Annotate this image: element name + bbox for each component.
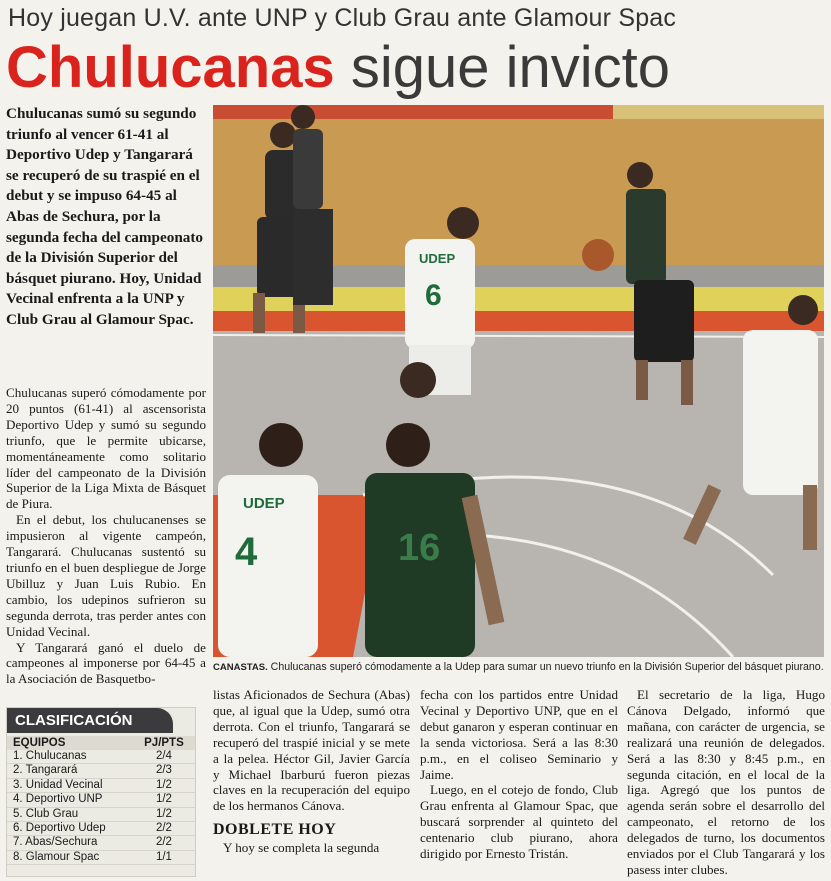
body-paragraph: El secretario de la liga, Hugo Cánova Delgado, informó que mañana, con carácter de urgencia, se realizará una reunión de delegados. Será a las 8:30 y 8:45 p.m., en segunda citación, en el local de la liga. Agregó que los puntos de agenda serán sobre el desarrollo del campeonato, el retorno de los delegados de turno, los documentos enviados por el Club Tangarará y los pasess inter clubes. (627, 687, 825, 877)
team-pts: 2/3 (155, 764, 172, 777)
team-pts: 2/2 (155, 822, 172, 835)
caption-label: CANASTAS. (213, 662, 268, 673)
jersey-text: UDEP (243, 495, 285, 512)
jersey-number: 4 (235, 530, 258, 574)
headline-rest: sigue invicto (350, 35, 671, 100)
standings-row (7, 850, 195, 864)
team-name: 8. Glamour Spac (13, 850, 100, 863)
body-column-1 (6, 385, 206, 687)
team-pts: 1/2 (155, 793, 172, 806)
standings-row (7, 822, 195, 836)
standings-row (7, 807, 195, 821)
team-pts: 1/2 (155, 807, 172, 820)
team-pts: 2/4 (155, 750, 172, 762)
jersey-number: 6 (425, 279, 442, 312)
body-paragraph: Y hoy se completa la segunda (223, 840, 380, 856)
standings-box (6, 707, 196, 877)
team-name: 5. Club Grau (13, 807, 79, 820)
team-pts: 2/2 (155, 836, 172, 849)
body-paragraph: listas Aficionados de Sechura (Abas) que, al igual que la Udep, sumó otra derrota. Con el triunfo, Tangarará se recuperó del traspié inicial y se mete a la pelea. Héctor Gil, Javier García y Michael Ibarburú fueron piezas claves en la recuperación del equipo de los hermanos Cánova. (213, 687, 410, 814)
standings-row (7, 793, 195, 807)
body-column-3 (420, 687, 618, 862)
body-column-2 (213, 687, 410, 856)
standings-title: CLASIFICACIÓN (7, 708, 173, 733)
team-name: 1. Chulucanas (13, 750, 87, 762)
standings-col-team: EQUIPOS (13, 737, 66, 749)
body-paragraph: Luego, en el cotejo de fondo, Club Grau enfrenta al Glamour Spac, que buscará sorprender al quinteto del centenario club piurano, ahora dirigido por Ernesto Tristán. (420, 782, 618, 862)
kicker: Hoy juegan U.V. ante UNP y Club Grau ante Glamour Spac (8, 4, 677, 32)
banner-red (213, 105, 613, 119)
team-name: 2. Tangarará (13, 764, 78, 777)
team-name: 3. Unidad Vecinal (13, 778, 103, 791)
team-name: 7. Abas/Sechura (13, 836, 98, 849)
basketball-icon (582, 239, 614, 271)
body-paragraph: fecha con los partidos entre Unidad Vecinal y Deportivo UNP, que en el debut ganaron y esperan continuar en la senda victoriosa. Será a las 8:30 p.m., en el coliseo Seminario y Jaime. (420, 687, 618, 782)
team-name: 4. Deportivo UNP (13, 793, 103, 806)
team-pts: 1/2 (155, 778, 172, 791)
standings-row (7, 778, 195, 792)
standings-col-pts: PJ/PTS (144, 737, 184, 749)
caption-text: Chulucanas superó cómodamente a la Udep para sumar un nuevo triunfo en la División Superior del básquet piurano. (270, 661, 824, 673)
team-pts: 1/1 (155, 850, 172, 863)
subheading: DOBLETE HOY (213, 821, 337, 839)
lead-paragraph: Chulucanas sumó su segundo triunfo al vencer 61-41 al Deportivo Udep y Tangarará se recuperó de su traspié en el debut y se impuso 64-45 al Abas de Sechura, por la segunda fecha del campeonato de la División Superior del básquet piurano. Hoy, Unidad Vecinal enfrenta a la UNP y Club Grau al Glamour Spac. (6, 105, 204, 328)
standings-header-row (7, 736, 195, 750)
standings-table (7, 736, 195, 865)
body-paragraph: En el debut, los chulucanenses se impusieron al vigente campeón, Tangarará. Chulucanas sustentó su triunfo en el buen despliegue de Jorge Ubilluz y Juan Luis Rubio. En cambio, los udepinos sufrieron su segunda derrota, tras perder antes con Unidad Vecinal. (6, 512, 206, 639)
basketball-photo (213, 105, 824, 657)
body-paragraph: Chulucanas superó cómodamente por 20 puntos (61-41) al ascensorista Deportivo Udep y sumó su segundo triunfo, que le permite ubicarse, momentáneamente como solitario líder del campeonato de la División Superior de la Liga Mixta de Básquet de Piura. (6, 385, 206, 512)
standings-row (7, 764, 195, 778)
headline-team: Chulucanas (6, 35, 335, 100)
jersey-text: UDEP (419, 251, 456, 266)
standings-row (7, 836, 195, 850)
headline (6, 36, 826, 100)
standings-row (7, 750, 195, 764)
jersey-number: 16 (398, 527, 441, 569)
photo-illustration (213, 105, 824, 657)
body-paragraph: Y Tangarará ganó el duelo de campeones al imponerse por 64-45 a la Asociación de Basquetbo- (6, 639, 206, 687)
body-column-4 (627, 687, 825, 878)
photo-caption (213, 661, 825, 673)
team-name: 6. Deportivo Udep (13, 822, 106, 835)
